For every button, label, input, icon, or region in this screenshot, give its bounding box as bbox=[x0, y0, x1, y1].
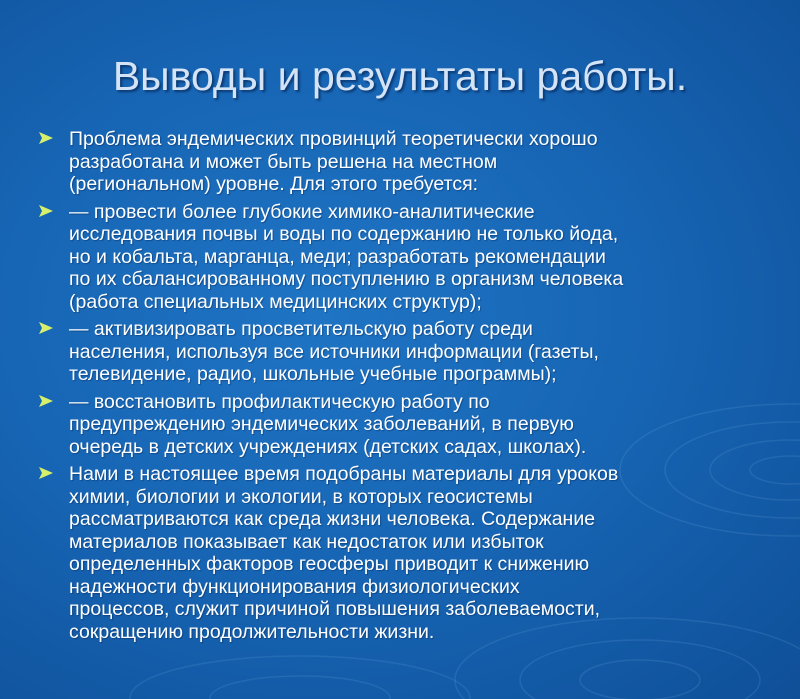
bullet-text: — активизировать просветительскую работу среди населения, используя все источники информации (газеты, телевидение, радио, школьные учебные программы); bbox=[69, 318, 599, 385]
list-item bbox=[36, 128, 776, 196]
slide-title: Выводы и результаты работы. bbox=[112, 53, 688, 99]
bullet-text: — провести более глубокие химико-аналитические исследования почвы и воды по содержанию не только йода, но и кобальта, марганца, меди; разработать рекомендации по их сбалансированному поступлению в организм человека (работа специальных медицинских структур); bbox=[69, 200, 624, 313]
bullet-text: Нами в настоящее время подобраны материалы для уроков химии, биологии и экологии, в которых геосистемы рассматриваются как среда жизни человека. Содержание материалов показывает как недостаток или избыток определенных факторов геосферы приводит к снижению надежности функционирования физиологических процессов, служит причиной повышения заболеваемости, сокращению продолжительности жизни. bbox=[69, 463, 619, 643]
list-item bbox=[36, 463, 776, 643]
arrow-bullet-icon bbox=[38, 321, 54, 335]
list-item bbox=[36, 318, 776, 386]
arrow-bullet-icon bbox=[38, 466, 54, 480]
arrow-bullet-icon bbox=[38, 131, 54, 145]
list-item bbox=[36, 391, 776, 459]
bullet-text: Проблема эндемических провинций теоретически хорошо разработана и может быть решена на местном (региональном) уровне. Для этого требуется: bbox=[69, 128, 598, 195]
bullet-text: — восстановить профилактическую работу по предупреждению эндемических заболеваний, в первую очередь в детских учреждениях (детских садах, школах). bbox=[69, 390, 587, 458]
arrow-bullet-icon bbox=[38, 204, 54, 218]
arrow-bullet-icon bbox=[38, 394, 54, 408]
bullet-list bbox=[36, 128, 776, 648]
list-item bbox=[36, 201, 776, 314]
